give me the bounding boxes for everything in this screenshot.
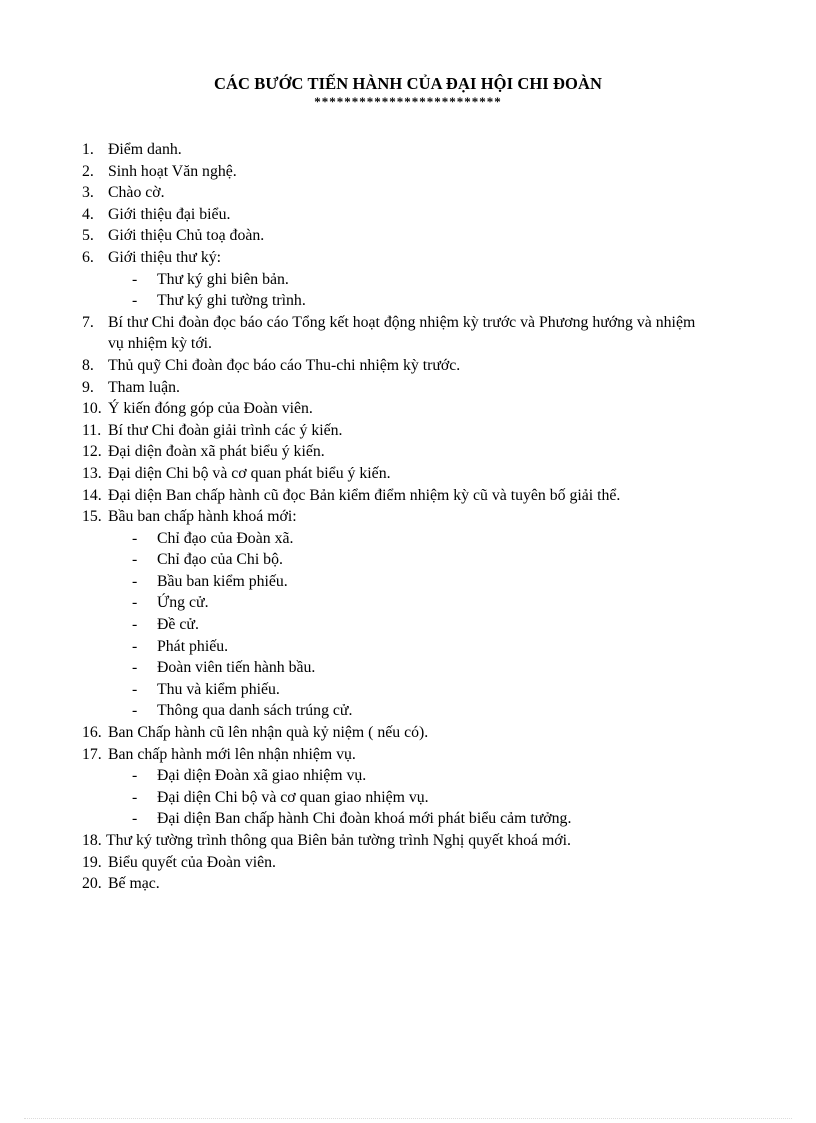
list-item xyxy=(82,312,762,355)
sub-item-text: Thông qua danh sách trúng cử. xyxy=(157,702,353,720)
list-item xyxy=(82,139,762,161)
sub-item xyxy=(82,679,762,701)
sub-item-text: Phát phiếu. xyxy=(157,637,229,655)
item-text: Sinh hoạt Văn nghệ. xyxy=(108,162,237,180)
dash-bullet: - xyxy=(132,551,138,569)
sub-item xyxy=(82,700,762,722)
item-number: 18. xyxy=(82,832,102,849)
dash-bullet: - xyxy=(132,680,138,698)
list-item xyxy=(82,204,762,226)
item-text: Bế mạc. xyxy=(108,875,160,893)
dash-bullet: - xyxy=(132,788,138,806)
sub-item xyxy=(82,765,762,787)
list-item xyxy=(82,182,762,204)
list-item xyxy=(82,506,762,528)
item-number: 10. xyxy=(82,400,102,418)
item-number: 17. xyxy=(82,745,102,763)
list-item xyxy=(82,830,762,852)
list-item xyxy=(82,744,762,766)
sub-item-text: Đoàn viên tiến hành bầu. xyxy=(157,659,316,677)
sub-item-text: Đại diện Chi bộ và cơ quan giao nhiệm vụ. xyxy=(157,788,429,806)
item-text: Ý kiến đóng góp của Đoàn viên. xyxy=(108,400,313,418)
list-item xyxy=(82,441,762,463)
sub-item xyxy=(82,636,762,658)
item-number: 4. xyxy=(82,205,94,223)
sub-item xyxy=(82,571,762,593)
sub-item-text: Chỉ đạo của Chi bộ. xyxy=(157,551,283,569)
item-text: Ban chấp hành mới lên nhận nhiệm vụ. xyxy=(108,745,356,763)
item-number: 11. xyxy=(82,421,102,439)
item-text: Giới thiệu đại biểu. xyxy=(108,205,231,223)
item-text: Đại diện Ban chấp hành cũ đọc Bản kiểm điểm nhiệm kỳ cũ và tuyên bố giải thể. xyxy=(108,486,621,504)
sub-item-text: Đại diện Ban chấp hành Chi đoàn khoá mới phát biểu cảm tưởng. xyxy=(157,810,572,828)
item-text: Chào cờ. xyxy=(108,184,165,202)
item-text: Giới thiệu thư ký: xyxy=(108,248,222,266)
sub-item xyxy=(82,592,762,614)
item-text: Bầu ban chấp hành khoá mới: xyxy=(108,508,297,526)
item-number: 12. xyxy=(82,443,102,461)
dash-bullet: - xyxy=(132,594,138,612)
dash-bullet: - xyxy=(132,637,138,655)
sub-item xyxy=(82,657,762,679)
list-item xyxy=(82,873,762,895)
sub-item xyxy=(82,614,762,636)
item-number: 19. xyxy=(82,853,102,871)
dash-bullet: - xyxy=(132,572,138,590)
page-bottom-divider xyxy=(24,1118,792,1119)
list-item xyxy=(82,225,762,247)
item-text: Thư ký tường trình thông qua Biên bản tường trình Nghị quyết khoá mới. xyxy=(106,832,571,849)
dash-bullet: - xyxy=(132,767,138,785)
dash-bullet: - xyxy=(132,659,138,677)
item-number: 13. xyxy=(82,464,102,482)
item-text: Bí thư Chi đoàn giải trình các ý kiến. xyxy=(108,421,343,439)
sub-item-text: Thư ký ghi biên bản. xyxy=(157,270,289,288)
steps-list xyxy=(82,139,762,895)
list-item xyxy=(82,355,762,377)
dash-bullet: - xyxy=(132,810,138,828)
item-number: 6. xyxy=(82,248,94,266)
item-number: 1. xyxy=(82,141,94,158)
sub-item xyxy=(82,290,762,312)
item-text: Tham luận. xyxy=(108,378,180,396)
list-item xyxy=(82,377,762,399)
sub-item-text: Ứng cử. xyxy=(157,594,209,612)
item-text: Đại diện Chi bộ và cơ quan phát biểu ý kiến. xyxy=(108,464,391,482)
dash-bullet: - xyxy=(132,292,138,310)
item-number: 5. xyxy=(82,227,94,245)
item-text: Biểu quyết của Đoàn viên. xyxy=(108,853,277,871)
item-number: 20. xyxy=(82,875,102,893)
document-title: CÁC BƯỚC TIẾN HÀNH CỦA ĐẠI HỘI CHI ĐOÀN xyxy=(213,74,603,93)
title-separator: ************************* xyxy=(314,94,502,109)
sub-item-text: Đề cử. xyxy=(157,616,199,634)
sub-item xyxy=(82,808,762,830)
item-number: 7. xyxy=(82,313,94,331)
item-number: 15. xyxy=(82,508,102,526)
list-item xyxy=(82,398,762,420)
dash-bullet: - xyxy=(132,529,138,547)
item-text: Giới thiệu Chủ toạ đoàn. xyxy=(108,227,265,245)
list-item xyxy=(82,420,762,442)
sub-item xyxy=(82,269,762,291)
list-item xyxy=(82,852,762,874)
sub-item-text: Bầu ban kiểm phiếu. xyxy=(157,572,288,590)
list-item xyxy=(82,161,762,183)
dash-bullet: - xyxy=(132,270,138,288)
list-item xyxy=(82,463,762,485)
dash-bullet: - xyxy=(132,616,138,634)
item-number: 16. xyxy=(82,724,102,742)
item-number: 8. xyxy=(82,356,94,374)
list-item xyxy=(82,485,762,507)
item-text: Điểm danh. xyxy=(108,141,182,158)
item-number: 9. xyxy=(82,378,94,396)
sub-item-text: Đại diện Đoàn xã giao nhiệm vụ. xyxy=(157,767,367,785)
sub-item-text: Chỉ đạo của Đoàn xã. xyxy=(157,529,294,547)
list-item xyxy=(82,247,762,269)
item-number: 3. xyxy=(82,184,94,202)
dash-bullet: - xyxy=(132,702,138,720)
item-number: 2. xyxy=(82,162,94,180)
sub-item xyxy=(82,787,762,809)
item-text: Ban Chấp hành cũ lên nhận quà kỷ niệm ( nếu có). xyxy=(108,724,429,742)
item-text: Bí thư Chi đoàn đọc báo cáo Tổng kết hoạt động nhiệm kỳ trước và Phương hướng và nhiệm vụ nhiệm kỳ tới. xyxy=(108,313,696,353)
item-number: 14. xyxy=(82,486,102,504)
sub-item xyxy=(82,549,762,571)
sub-item-text: Thu và kiểm phiếu. xyxy=(157,680,280,698)
sub-item xyxy=(82,528,762,550)
list-item xyxy=(82,722,762,744)
sub-item-text: Thư ký ghi tường trình. xyxy=(157,292,306,310)
item-text: Đại diện đoàn xã phát biểu ý kiến. xyxy=(108,443,325,461)
item-text: Thủ quỹ Chi đoàn đọc báo cáo Thu-chi nhiệm kỳ trước. xyxy=(108,356,461,374)
